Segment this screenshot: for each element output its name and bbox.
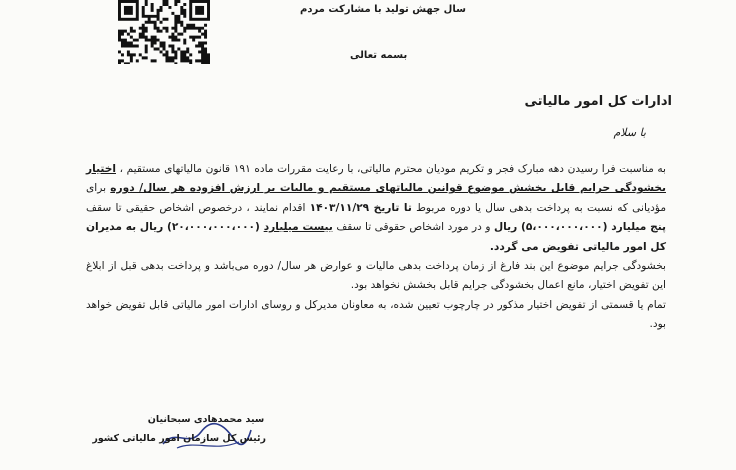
signature-block <box>92 414 266 444</box>
p1-text-d: و در مورد اشخاص حقوقی تا سقف <box>332 221 494 234</box>
p1-text-c: اقدام نمایند ، درخصوص اشخاص حقیقی تا سقف <box>86 201 310 214</box>
paragraph-3: تمام یا قسمتی از تفویض اختیار مذکور در چارچوب تعیین شده، به معاونان مدیرکل و روسای ادارات امور مالیاتی قابل تفویض خواهد بود. <box>86 298 666 331</box>
basmala: بسمه تعالی <box>350 50 408 61</box>
p1-text-a: به مناسبت فرا رسیدن دهه مبارک فجر و تکریم مودیان محترم مالیاتی، با رعایت مقررات ماده ۱۹۱ قانون مالیاتهای مستقیم ، <box>116 163 666 175</box>
p1-text-b: برای مؤدیانی که نسبت به پرداخت بدهی سال یا دوره مربوط <box>86 182 667 214</box>
signatory-title: رئیس کل سازمان امور مالیاتی کشور <box>92 433 266 444</box>
paragraph-2: بخشودگی جرایم موضوع این بند فارغ از زمان پرداخت بدهی مالیات و عوارض هر سال/ دوره می‌باشد و پرداخت بدهی قبل از ابلاغ این تفویض اختیار، مانع اعمال بخشودگی جرایم قابل بخشش نخواهد بود. <box>86 260 666 292</box>
p1-bold-authority: اختیار بخشودگی جرایم قابل بخشش موضوع قوانین مالیاتهای مستقیم و مالیات بر ارزش افزوده هر سال/ دوره <box>86 163 666 195</box>
p1-bold-deadline: تا تاریخ ۱۴۰۳/۱۱/۲۹ <box>309 201 412 214</box>
p1-bold-individual-cap: پنج میلیارد (۵،۰۰۰،۰۰۰،۰۰۰) ریال <box>493 221 667 234</box>
recipient-heading: ادارات کل امور مالیاتی <box>524 94 672 109</box>
year-slogan: سال جهش تولید با مشارکت مردم <box>300 4 466 15</box>
letter-body <box>86 160 666 335</box>
qr-code-icon <box>118 0 210 64</box>
greeting: با سلام <box>613 126 646 139</box>
paragraph-1 <box>86 160 666 257</box>
p1-bold-delegation: (۲۰،۰۰۰،۰۰۰،۰۰۰) ریال به مدیران کل امور مالیاتی تفویض می گردد. <box>86 221 666 253</box>
p1-bold-legal-cap: بیست میلیارد <box>263 221 333 234</box>
signatory-name: سید محمدهادی سبحانیان <box>147 414 265 425</box>
